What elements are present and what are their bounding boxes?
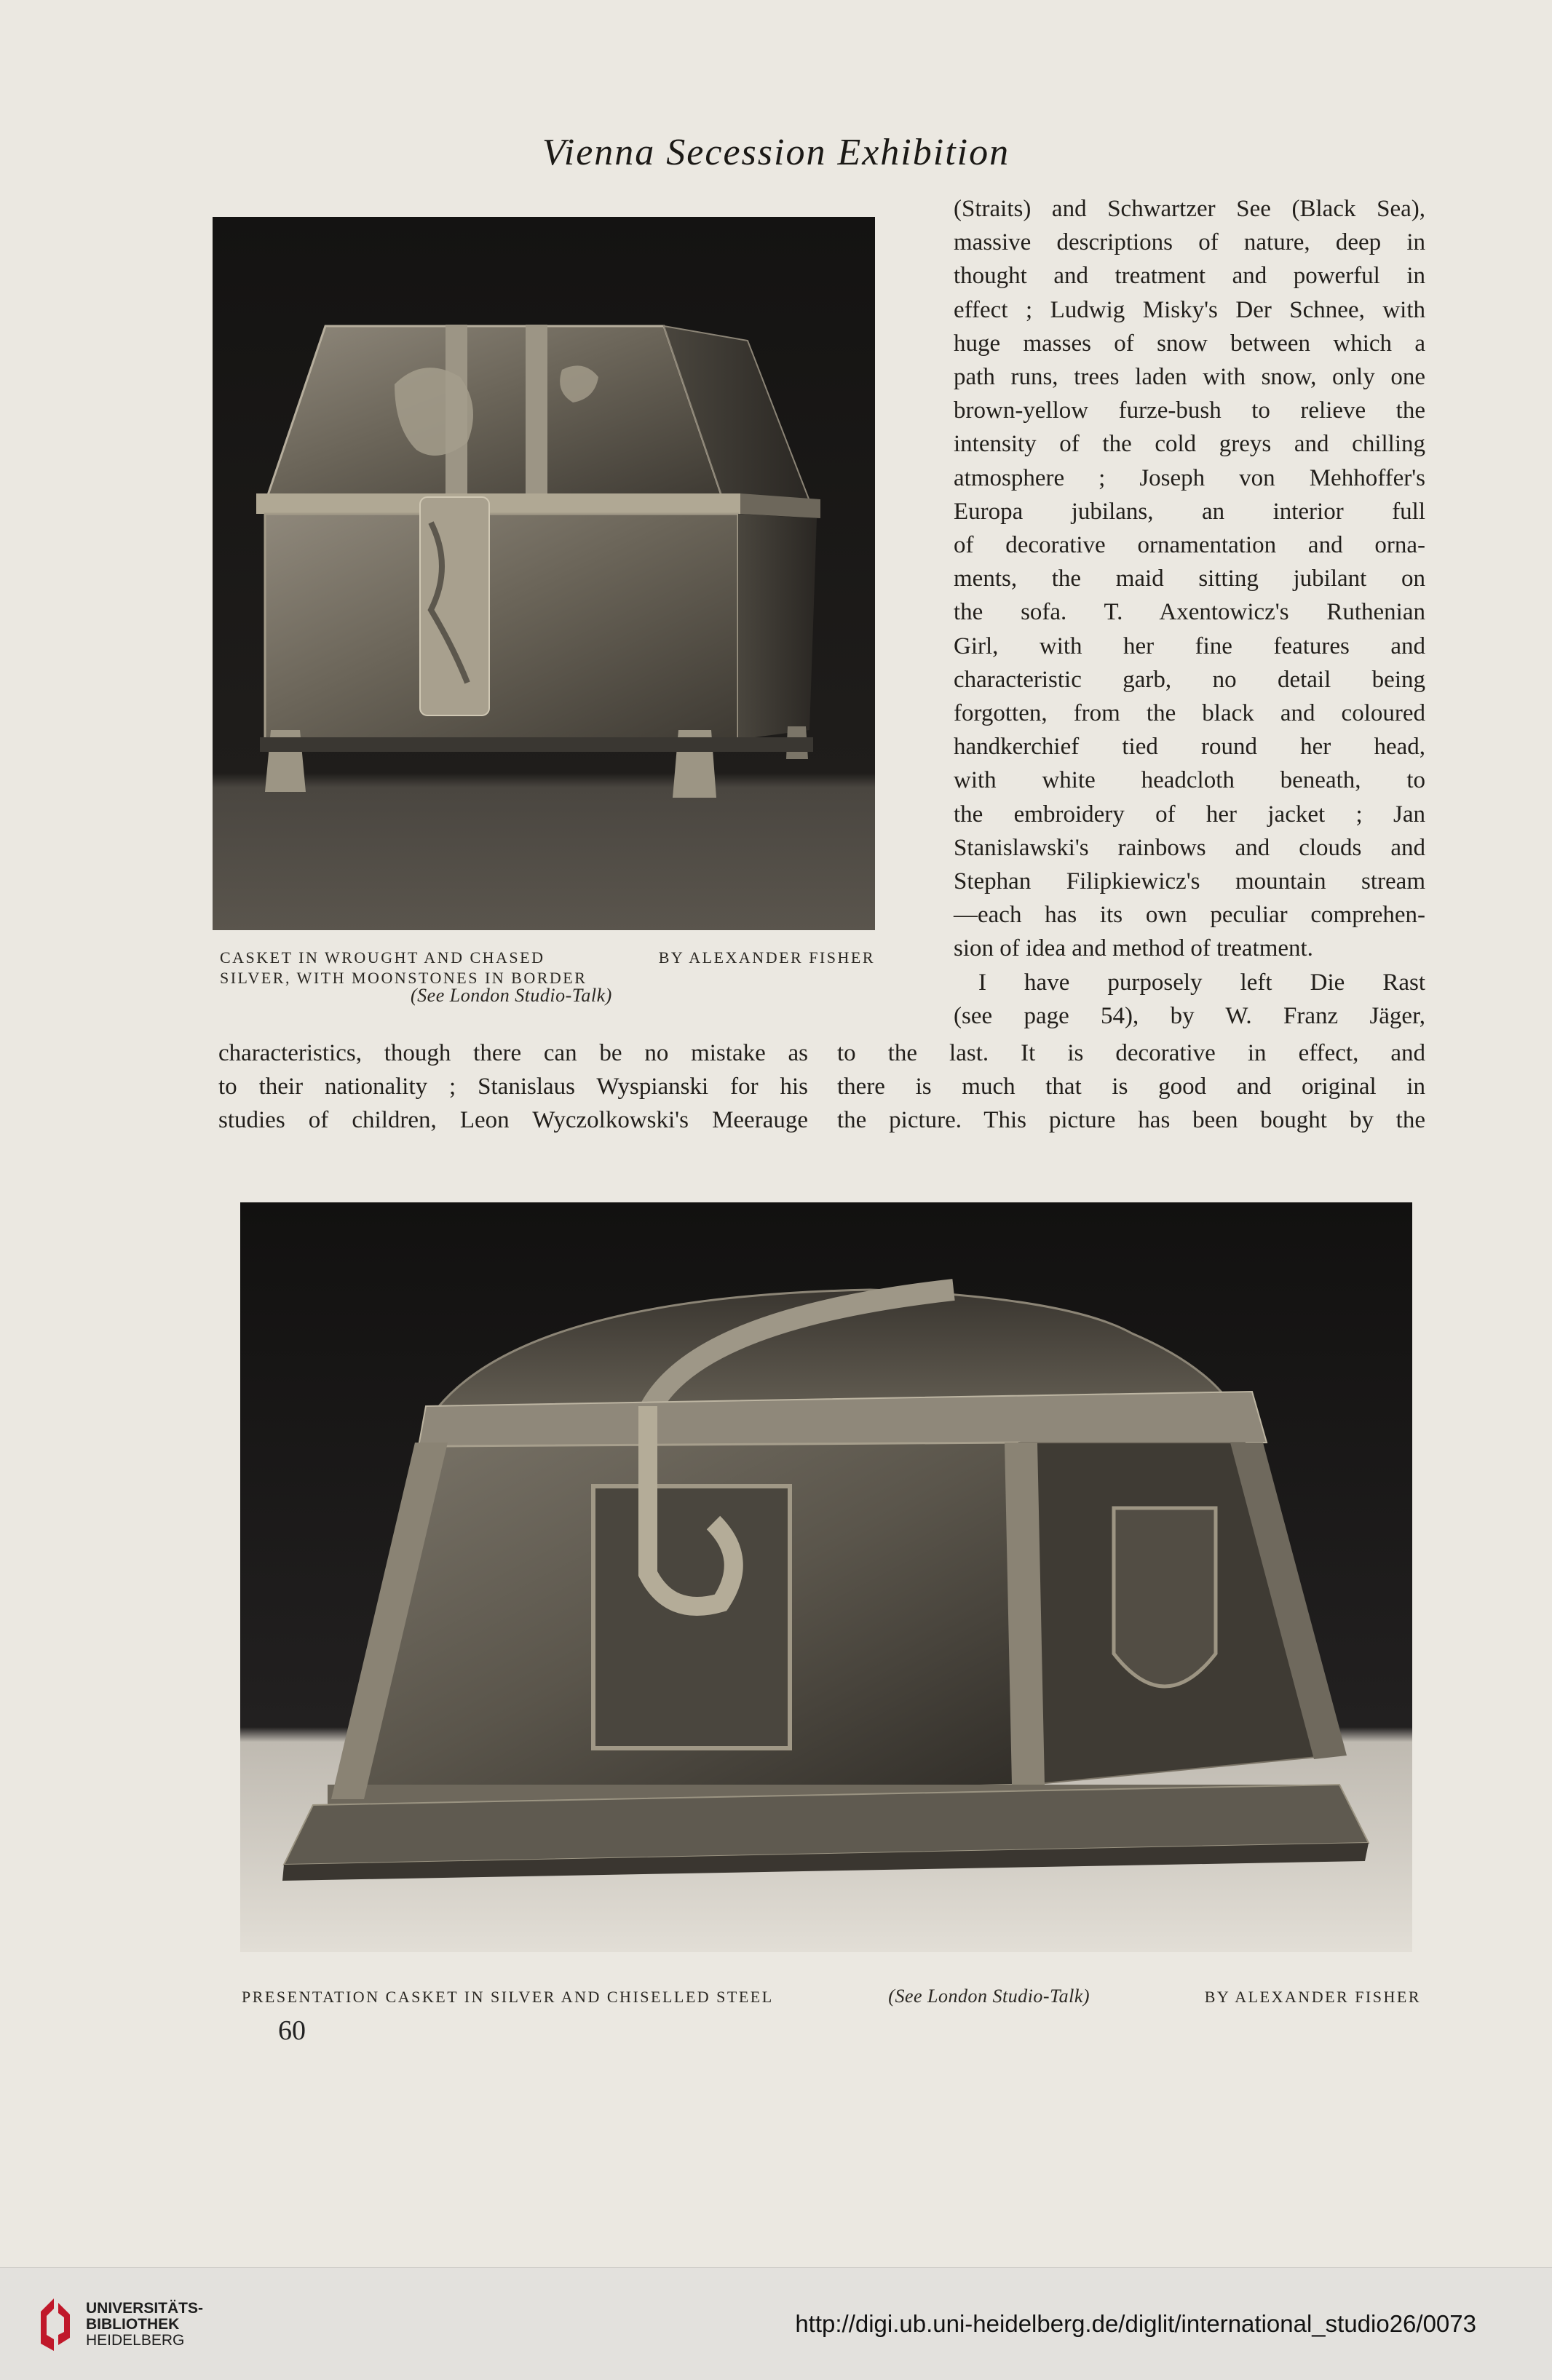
library-name-line: HEIDELBERG — [86, 2332, 185, 2349]
bottom-caption-reference: (See London Studio-Talk) — [888, 1986, 1090, 2007]
library-name-line: BIBLIOTHEK — [86, 2316, 180, 2333]
text-line: handkerchief tied round her head, — [954, 734, 1425, 761]
text-line: effect ; Ludwig Misky's Der Schnee, with — [954, 296, 1425, 323]
text-line: sion of idea and method of treatment. — [954, 935, 1313, 962]
casket-photo-top — [213, 217, 875, 930]
text-line: brown-yellow furze-bush to relieve the — [954, 397, 1425, 424]
text-line: with white headcloth beneath, to — [954, 767, 1425, 794]
text-line: path runs, trees laden with snow, only one — [954, 364, 1425, 391]
text-line: Stephan Filipkiewicz's mountain stream — [954, 868, 1425, 895]
digitization-footer — [0, 2267, 1552, 2380]
text-line: to their nationality ; Stanislaus Wyspianski for his — [218, 1074, 808, 1100]
text-line: Europa jubilans, an interior full — [954, 498, 1425, 525]
casket-illustration-bottom — [240, 1202, 1412, 1952]
text-line: intensity of the cold greys and chilling — [954, 431, 1425, 458]
library-name-line: UNIVERSITÄTS- — [86, 2300, 204, 2317]
top-caption-reference: (See London Studio-Talk) — [411, 985, 612, 1006]
text-line: (see page 54), by W. Franz Jäger, — [954, 1002, 1425, 1029]
top-caption-title-1: CASKET IN WROUGHT AND CHASED — [220, 948, 545, 967]
bottom-caption-title: PRESENTATION CASKET IN SILVER AND CHISELLED STEEL — [242, 1988, 774, 2006]
text-line: —each has its own peculiar comprehen- — [954, 902, 1425, 929]
permalink-url[interactable]: http://digi.ub.uni-heidelberg.de/diglit/international_studio26/0073 — [795, 2310, 1476, 2337]
library-name — [86, 2301, 203, 2349]
right-column-text — [954, 192, 1425, 1033]
text-line: of decorative ornamentation and orna- — [954, 532, 1425, 559]
text-line: studies of children, Leon Wyczolkowski's Meerauge — [218, 1107, 808, 1134]
text-line: characteristic garb, no detail being — [954, 666, 1425, 693]
text-line: massive descriptions of nature, deep in — [954, 229, 1425, 256]
bottom-caption-artist: BY ALEXANDER FISHER — [1204, 1988, 1421, 2006]
left-lower-text — [218, 1036, 808, 1138]
text-line: characteristics, though there can be no mistake as — [218, 1040, 808, 1066]
top-caption-artist: BY ALEXANDER FISHER — [658, 948, 875, 967]
text-line: atmosphere ; Joseph von Mehhoffer's — [954, 464, 1425, 491]
text-line: forgotten, from the black and coloured — [954, 700, 1425, 727]
text-line: to the last. It is decorative in effect, and — [837, 1040, 1425, 1066]
top-caption-title-2: SILVER, WITH MOONSTONES IN BORDER — [220, 969, 587, 987]
right-lower-text — [837, 1036, 1425, 1138]
page-number: 60 — [278, 2015, 306, 2046]
casket-photo-bottom — [240, 1202, 1412, 1952]
casket-illustration-top — [213, 217, 875, 930]
text-line: ments, the maid sitting jubilant on — [954, 566, 1425, 592]
bottom-plate-caption — [242, 1986, 1421, 2007]
library-logo-icon — [38, 2296, 74, 2354]
text-line: the sofa. T. Axentowicz's Ruthenian — [954, 599, 1425, 626]
text-line: thought and treatment and powerful in — [954, 263, 1425, 290]
top-plate-caption — [220, 948, 875, 1007]
text-line: the embroidery of her jacket ; Jan — [954, 801, 1425, 828]
text-line: Girl, with her fine features and — [954, 632, 1425, 659]
running-head: Vienna Secession Exhibition — [542, 132, 1010, 173]
text-line: (Straits) and Schwartzer See (Black Sea), — [954, 196, 1425, 222]
text-line: huge masses of snow between which a — [954, 330, 1425, 357]
text-line: Stanislawski's rainbows and clouds and — [954, 834, 1425, 861]
text-line: there is much that is good and original in — [837, 1074, 1425, 1100]
text-line: I have purposely left Die Rast — [978, 969, 1425, 996]
text-line: the picture. This picture has been bought by the — [837, 1107, 1425, 1134]
